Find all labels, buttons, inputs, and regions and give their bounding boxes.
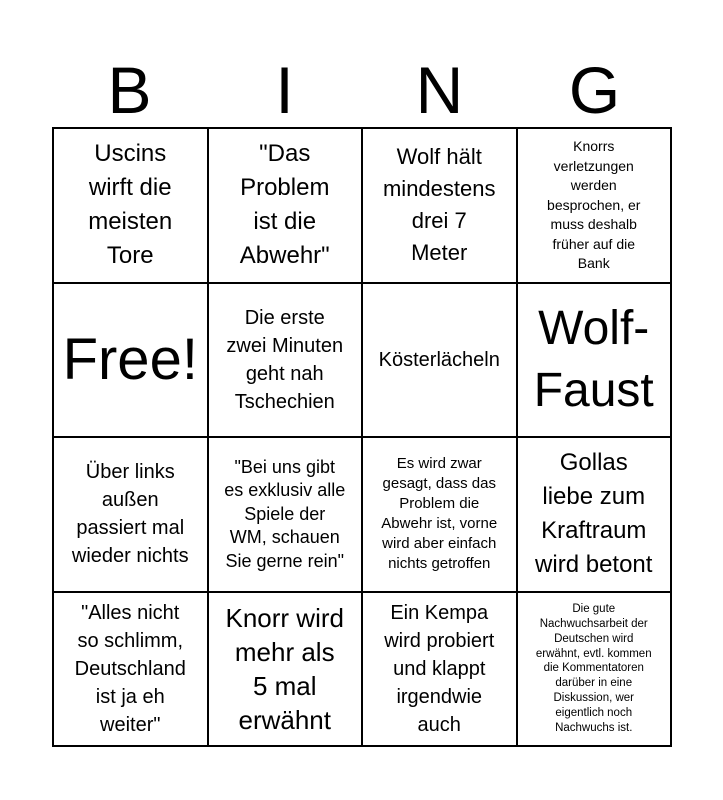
cell-text: Kösterlächeln bbox=[378, 348, 500, 371]
cell-text: Knorr wird mehr als 5 mal erwähnt bbox=[225, 602, 344, 735]
cell-text: Knorrs verletzungen werden besprochen, er muss deshalb früher auf die Bank bbox=[547, 138, 641, 271]
cell-text: Uscins wirft die meisten Tore bbox=[88, 140, 173, 270]
bingo-cell[interactable] bbox=[517, 437, 672, 592]
cell-text: Wolf hält mindestens drei 7 Meter bbox=[382, 144, 496, 266]
bingo-cell[interactable] bbox=[53, 128, 208, 283]
bingo-cell[interactable] bbox=[517, 592, 672, 747]
bingo-header bbox=[52, 52, 672, 128]
cell-text: Die gute Nachwuchsarbeit der Deutschen wird erwähnt, evtl. kommen die Kommentatoren darüber in eine Diskussion, wer eigentlich noch Nachwuchs ist. bbox=[535, 603, 652, 734]
free-text: Free! bbox=[62, 326, 198, 392]
header-letter-b: B bbox=[107, 53, 152, 127]
cell-text: Es wird zwar gesagt, dass das Problem die Abwehr ist, vorne wird aber einfach nichts getroffen bbox=[381, 455, 498, 573]
cell-text: Die erste zwei Minuten geht nah Tschechien bbox=[226, 306, 344, 413]
header-letter-n: N bbox=[415, 53, 464, 127]
cell-text: Gollas liebe zum Kraftraum wird betont bbox=[535, 449, 653, 579]
cell-text: Wolf- Faust bbox=[533, 301, 654, 417]
header-letter-g: G bbox=[568, 53, 621, 127]
cell-text: Über links außen passiert mal wieder nichts bbox=[71, 461, 189, 568]
bingo-cell[interactable] bbox=[362, 128, 517, 283]
bingo-cell[interactable] bbox=[362, 592, 517, 747]
header-letter-i: I bbox=[275, 53, 294, 127]
bingo-cell[interactable] bbox=[53, 437, 208, 592]
bingo-cell[interactable] bbox=[53, 592, 208, 747]
bingo-cell[interactable] bbox=[362, 437, 517, 592]
bingo-cell-free[interactable] bbox=[53, 283, 208, 438]
bingo-cell[interactable] bbox=[362, 283, 517, 438]
bingo-grid bbox=[52, 127, 672, 747]
bingo-cell[interactable] bbox=[208, 437, 363, 592]
bingo-cell[interactable] bbox=[208, 128, 363, 283]
bingo-cell[interactable] bbox=[517, 283, 672, 438]
bingo-cell[interactable] bbox=[208, 283, 363, 438]
cell-text: "Bei uns gibt es exklusiv alle Spiele der WM, schauen Sie gerne rein" bbox=[224, 456, 346, 571]
cell-text: Ein Kempa wird probiert und klappt irgendwie auch bbox=[384, 601, 495, 736]
bingo-cell[interactable] bbox=[517, 128, 672, 283]
bingo-cell[interactable] bbox=[208, 592, 363, 747]
cell-text: "Alles nicht so schlimm, Deutschland ist ja eh weiter" bbox=[74, 601, 186, 736]
cell-text: "Das Problem ist die Abwehr" bbox=[239, 140, 330, 270]
